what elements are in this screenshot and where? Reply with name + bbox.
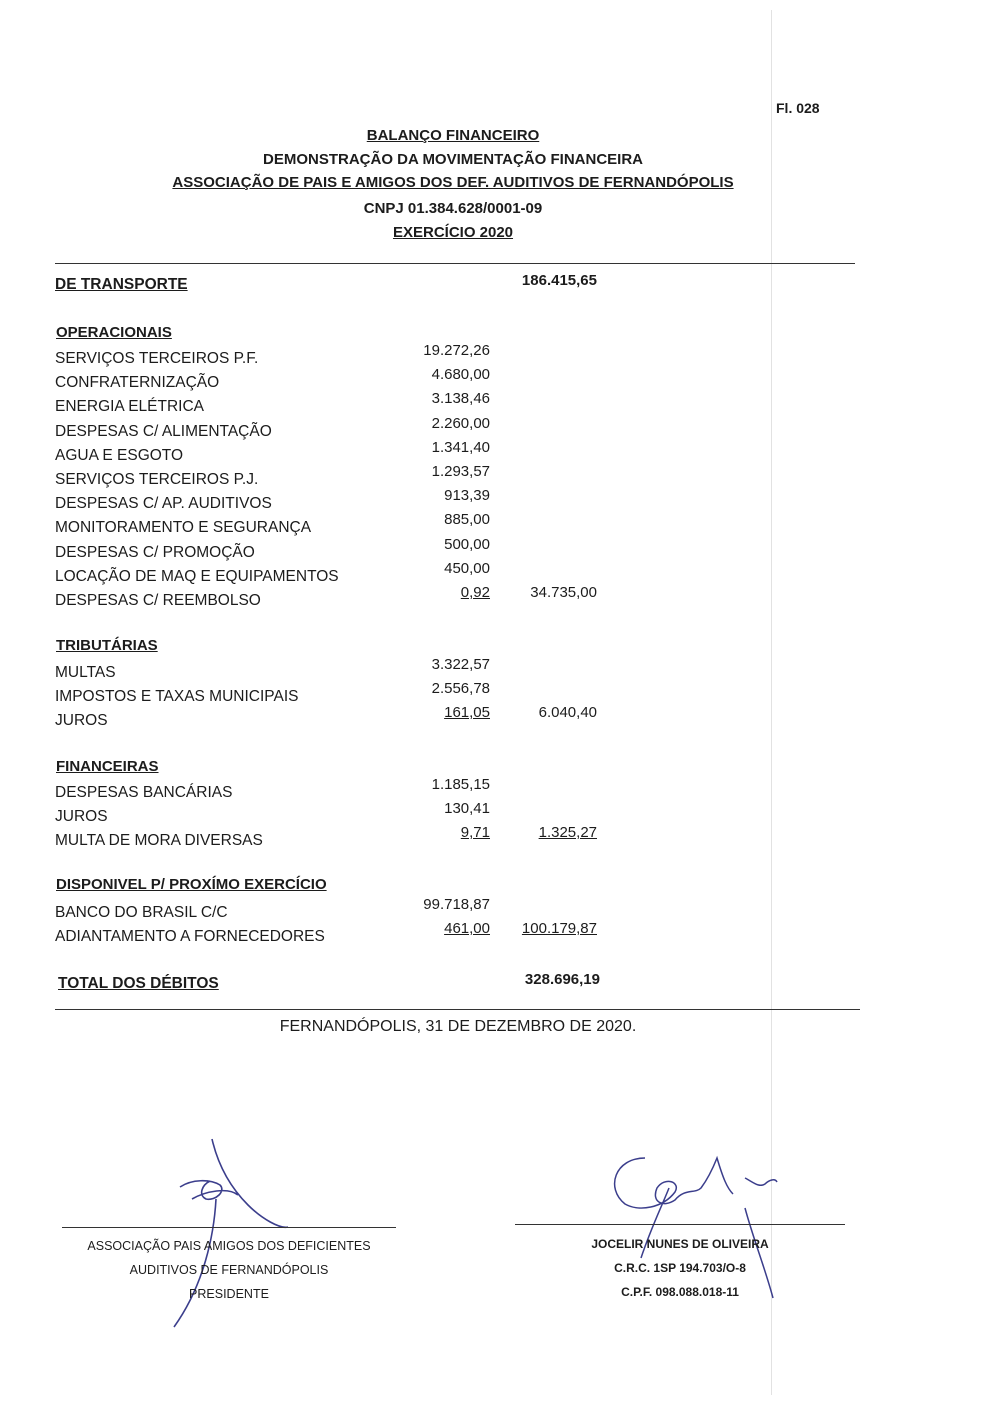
bottom-rule [55,1009,860,1010]
row-value: 4.680,00 [431,366,490,384]
top-rule [55,263,855,264]
row-value: 3.138,46 [431,390,490,408]
total-value: 328.696,19 [524,971,600,988]
table-row [55,656,615,682]
total-row [55,971,615,993]
table-row [55,896,615,922]
row-label: MULTAS [55,664,116,681]
transport-label: DE TRANSPORTE [55,276,188,293]
row-label: MONITORAMENTO E SEGURANÇA [55,519,312,537]
left-signer-line2: AUDITIVOS DE FERNANDÓPOLIS [129,1263,329,1277]
right-signer-crc: C.R.C. 1SP 194.703/O-8 [614,1261,746,1275]
row-label: ADIANTAMENTO A FORNECEDORES [55,928,325,946]
row-subtotal: 34.735,00 [530,584,597,601]
table-row [55,776,615,802]
folio-number: Fl. 028 [776,100,820,116]
row-value: 1.341,40 [431,438,490,456]
right-signature-line [515,1224,845,1225]
row-subtotal: 1.325,27 [538,824,597,842]
doc-title: BALANÇO FINANCEIRO [366,127,540,144]
row-subtotal: 100.179,87 [521,920,597,938]
table-row [55,487,615,513]
table-row [55,584,615,610]
row-label: AGUA E ESGOTO [55,446,184,464]
section-tributarias: TRIBUTÁRIAS [56,637,158,654]
row-value: 19.272,26 [423,342,490,359]
transport-value: 186.415,65 [521,272,597,289]
row-value: 885,00 [444,511,490,529]
table-row [55,535,615,562]
table-row [55,920,615,946]
table-row [55,342,615,368]
row-value: 913,39 [444,487,490,505]
row-label: JUROS [55,712,108,730]
table-row [55,366,615,392]
row-label: SERVIÇOS TERCEIROS P.F. [55,350,259,367]
right-signature-block [515,1232,845,1304]
row-label: MULTA DE MORA DIVERSAS [55,832,263,850]
section-disponivel: DISPONIVEL P/ PROXÍMO EXERCÍCIO [56,876,327,893]
left-signature-line [62,1227,396,1228]
cnpj: CNPJ 01.384.628/0001-09 [363,200,543,217]
row-label: DESPESAS C/ PROMOÇÃO [55,543,255,561]
row-label: JUROS [55,808,108,826]
row-value: 450,00 [444,559,490,577]
table-row [55,438,615,465]
table-row [55,800,615,826]
table-row [55,511,615,537]
total-label: TOTAL DOS DÉBITOS [58,975,219,992]
row-label: DESPESAS C/ ALIMENTAÇÃO [55,422,272,440]
section-financeiras: FINANCEIRAS [56,758,159,775]
row-value: 1.185,15 [431,776,490,793]
row-value: 500,00 [444,535,490,553]
row-label: DESPESAS C/ REEMBOLSO [55,592,261,609]
row-value: 9,71 [460,824,490,842]
right-signer-name: JOCELIR NUNES DE OLIVEIRA [591,1237,769,1251]
row-label: CONFRATERNIZAÇÃO [55,374,220,392]
row-label: BANCO DO BRASIL C/C [55,904,228,921]
table-row [55,824,615,850]
table-row [55,559,615,586]
row-subtotal: 6.040,40 [538,704,597,722]
entity-name: ASSOCIAÇÃO DE PAIS E AMIGOS DOS DEF. AUDITIVOS DE FERNANDÓPOLIS [172,174,734,191]
row-label: DESPESAS C/ AP. AUDITIVOS [55,495,272,513]
row-value: 0,92 [460,584,490,601]
doc-subtitle: DEMONSTRAÇÃO DA MOVIMENTAÇÃO FINANCEIRA [263,151,643,168]
row-label: ENERGIA ELÉTRICA [55,398,205,416]
row-value: 2.260,00 [431,414,490,432]
row-value: 99.718,87 [423,896,490,913]
row-value: 461,00 [444,920,490,938]
row-label: LOCAÇÃO DE MAQ E EQUIPAMENTOS [55,567,339,585]
right-signer-cpf: C.P.F. 098.088.018-11 [621,1285,739,1299]
row-label: SERVIÇOS TERCEIROS P.J. [55,471,259,488]
left-signature-block [62,1234,396,1306]
row-value: 3.322,57 [431,656,490,673]
left-signer-role: PRESIDENTE [189,1287,269,1301]
exercise-year: EXERCÍCIO 2020 [392,224,514,241]
row-label: IMPOSTOS E TAXAS MUNICIPAIS [55,688,299,706]
section-operacionais: OPERACIONAIS [56,324,172,341]
place-date: FERNANDÓPOLIS, 31 DE DEZEMBRO DE 2020. [279,1018,637,1035]
table-row [55,414,615,441]
left-signer-line1: ASSOCIAÇÃO PAIS AMIGOS DOS DEFICIENTES [87,1239,371,1253]
table-row [55,463,615,489]
row-value: 2.556,78 [431,680,490,698]
table-row [55,704,615,730]
table-row [55,390,615,416]
row-value: 1.293,57 [431,463,490,480]
row-value: 130,41 [444,800,490,818]
table-row [55,680,615,706]
transport-row [55,272,615,294]
row-label: DESPESAS BANCÁRIAS [55,784,233,801]
row-value: 161,05 [444,704,490,722]
